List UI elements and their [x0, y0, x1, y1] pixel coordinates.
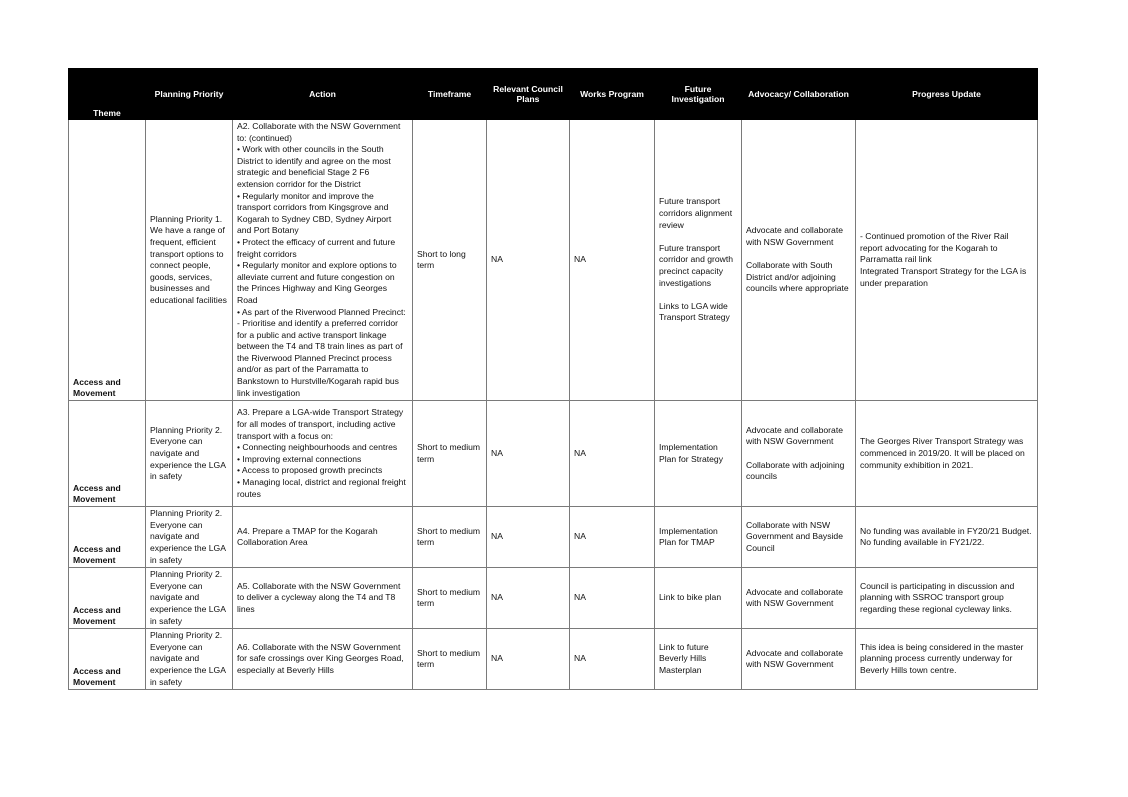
header-progress-update: Progress Update — [856, 69, 1038, 120]
theme-cell: Access and Movement — [69, 629, 146, 690]
theme-cell: Access and Movement — [69, 401, 146, 507]
table-row — [69, 120, 1038, 401]
works-program-cell: NA — [570, 568, 655, 629]
relevant-council-plans-cell: NA — [487, 568, 570, 629]
table-row — [69, 401, 1038, 507]
future-investigation-cell: Implementation Plan for Strategy — [655, 401, 742, 507]
planning-priority-cell: Planning Priority 2. Everyone can navigate and experience the LGA in safety — [146, 568, 233, 629]
progress-update-cell: Council is participating in discussion and planning with SSROC transport group regarding these regional cycleway links. — [856, 568, 1038, 629]
theme-cell: Access and Movement — [69, 507, 146, 568]
planning-actions-table — [68, 68, 1038, 690]
theme-cell: Access and Movement — [69, 120, 146, 401]
header-relevant-council-plans: Relevant Council Plans — [487, 69, 570, 120]
header-planning-priority: Planning Priority — [146, 69, 233, 120]
future-investigation-cell: Link to future Beverly Hills Masterplan — [655, 629, 742, 690]
timeframe-cell: Short to medium term — [413, 568, 487, 629]
timeframe-cell: Short to medium term — [413, 629, 487, 690]
planning-priority-cell: Planning Priority 1. We have a range of frequent, efficient transport options to connect people, goods, services, businesses and educational facilities — [146, 120, 233, 401]
header-timeframe: Timeframe — [413, 69, 487, 120]
advocacy-collaboration-cell: Collaborate with NSW Government and Bayside Council — [742, 507, 856, 568]
works-program-cell: NA — [570, 401, 655, 507]
action-cell: A2. Collaborate with the NSW Government to: (continued) • Work with other councils in the South District to identify and agree on the most strategic and beneficial Stage 2 F6 extension corridor for the District • Regularly monitor and improve the transport corridors from Kingsgrove and Kogarah to Sydney CBD, Sydney Airport and Port Botany • Protect the efficacy of current and future freight corridors • Regularly monitor and explore options to alleviate current and future congestion on the Princes Highway and King Georges Road • As part of the Riverwood Planned Precinct: - Prioritise and identify a preferred corridor for a public and active transport linkage between the T4 and T8 train lines as part of the Riverwood Planned Precinct process and/or as part of the Parramatta to Bankstown to Hurstville/Kogarah rapid bus link investigation — [233, 120, 413, 401]
progress-update-cell: No funding was available in FY20/21 Budget. No funding available in FY21/22. — [856, 507, 1038, 568]
action-cell: A3. Prepare a LGA-wide Transport Strategy for all modes of transport, including active transport with a focus on: • Connecting neighbourhoods and centres • Improving external connections • Access to proposed growth precincts • Managing local, district and regional freight routes — [233, 401, 413, 507]
header-future-investigation: Future Investigation — [655, 69, 742, 120]
future-investigation-cell: Future transport corridors alignment review Future transport corridor and growth precinct capacity investigations Links to LGA wide Transport Strategy — [655, 120, 742, 401]
progress-update-cell: The Georges River Transport Strategy was commenced in 2019/20. It will be placed on community exhibition in 2021. — [856, 401, 1038, 507]
table-row — [69, 507, 1038, 568]
advocacy-collaboration-cell: Advocate and collaborate with NSW Government — [742, 568, 856, 629]
relevant-council-plans-cell: NA — [487, 507, 570, 568]
progress-update-cell: This idea is being considered in the master planning process currently underway for Beverly Hills town centre. — [856, 629, 1038, 690]
timeframe-cell: Short to medium term — [413, 507, 487, 568]
table-row — [69, 629, 1038, 690]
advocacy-collaboration-cell: Advocate and collaborate with NSW Government — [742, 629, 856, 690]
works-program-cell: NA — [570, 120, 655, 401]
future-investigation-cell: Link to bike plan — [655, 568, 742, 629]
advocacy-collaboration-cell: Advocate and collaborate with NSW Government Collaborate with South District and/or adjoining councils where appropriate — [742, 120, 856, 401]
relevant-council-plans-cell: NA — [487, 120, 570, 401]
action-cell: A6. Collaborate with the NSW Government for safe crossings over King Georges Road, especially at Beverly Hills — [233, 629, 413, 690]
timeframe-cell: Short to medium term — [413, 401, 487, 507]
header-action: Action — [233, 69, 413, 120]
table-row — [69, 568, 1038, 629]
action-cell: A4. Prepare a TMAP for the Kogarah Collaboration Area — [233, 507, 413, 568]
table-body — [69, 120, 1038, 690]
works-program-cell: NA — [570, 507, 655, 568]
timeframe-cell: Short to long term — [413, 120, 487, 401]
relevant-council-plans-cell: NA — [487, 629, 570, 690]
header-row — [69, 69, 1038, 120]
theme-cell: Access and Movement — [69, 568, 146, 629]
header-works-program: Works Program — [570, 69, 655, 120]
planning-priority-cell: Planning Priority 2. Everyone can navigate and experience the LGA in safety — [146, 629, 233, 690]
works-program-cell: NA — [570, 629, 655, 690]
advocacy-collaboration-cell: Advocate and collaborate with NSW Government Collaborate with adjoining councils — [742, 401, 856, 507]
header-advocacy-collaboration: Advocacy/ Collaboration — [742, 69, 856, 120]
action-cell: A5. Collaborate with the NSW Government to deliver a cycleway along the T4 and T8 lines — [233, 568, 413, 629]
future-investigation-cell: Implementation Plan for TMAP — [655, 507, 742, 568]
planning-priority-cell: Planning Priority 2. Everyone can navigate and experience the LGA in safety — [146, 401, 233, 507]
relevant-council-plans-cell: NA — [487, 401, 570, 507]
table-header — [69, 69, 1038, 120]
planning-priority-cell: Planning Priority 2. Everyone can navigate and experience the LGA in safety — [146, 507, 233, 568]
progress-update-cell: - Continued promotion of the River Rail report advocating for the Kogarah to Parramatta rail link Integrated Transport Strategy for the LGA is under preparation — [856, 120, 1038, 401]
header-theme: Theme — [69, 69, 146, 120]
